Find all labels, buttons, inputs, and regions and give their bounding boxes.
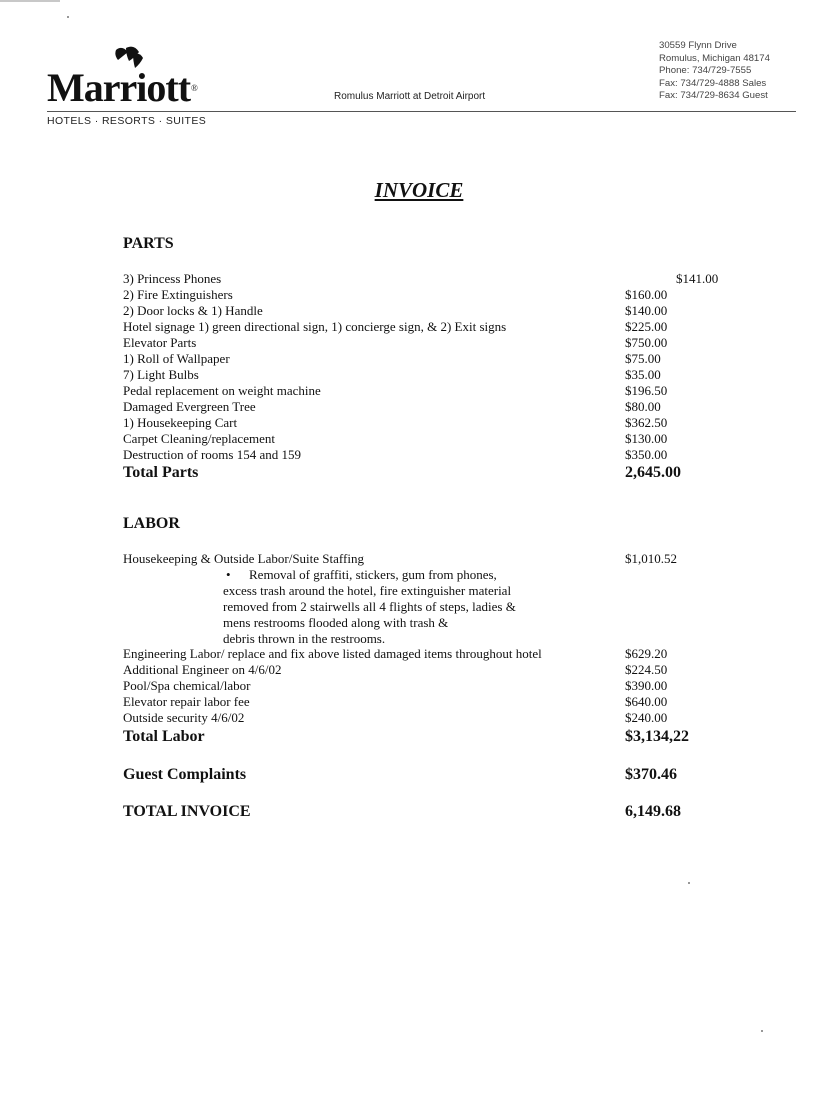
labor-notes xyxy=(223,567,516,647)
item-amount: $35.00 xyxy=(625,367,661,382)
note-line: excess trash around the hotel, fire extinguisher material xyxy=(223,583,512,598)
item-description: Additional Engineer on 4/6/02 xyxy=(123,662,282,677)
property-name: Romulus Marriott at Detroit Airport xyxy=(334,91,486,102)
invoice-title: INVOICE xyxy=(374,178,464,202)
address-line: 30559 Flynn Drive xyxy=(659,40,737,51)
address-line: Fax: 734/729-4888 Sales xyxy=(659,77,767,89)
total-amount: $3,134,22 xyxy=(625,728,689,745)
item-description: Elevator repair labor fee xyxy=(123,694,250,709)
item-amount: $240.00 xyxy=(625,710,668,725)
scan-edge-mark xyxy=(0,0,60,2)
item-amount: $80.00 xyxy=(625,399,661,414)
item-amount: $350.00 xyxy=(625,447,668,462)
item-description: 7) Light Bulbs xyxy=(123,367,199,382)
item-description: Outside security 4/6/02 xyxy=(123,710,245,725)
registered-mark: ® xyxy=(191,83,197,93)
total-label: Total Parts xyxy=(123,464,199,481)
item-description: Carpet Cleaning/replacement xyxy=(123,431,275,446)
item-description: 3) Princess Phones xyxy=(123,271,222,286)
item-amount: $140.00 xyxy=(625,303,668,318)
item-amount: $640.00 xyxy=(625,694,668,709)
guest-complaints-amount: $370.46 xyxy=(625,766,677,783)
total-invoice-amount: 6,149.68 xyxy=(625,803,681,820)
item-amount: $160.00 xyxy=(625,287,668,302)
labor-heading: LABOR xyxy=(123,515,180,532)
brand-name: Marriott xyxy=(47,65,191,110)
scan-speck xyxy=(688,882,690,884)
address-line: Fax: 734/729-8634 Guest xyxy=(659,90,768,102)
address-line: Romulus, Michigan 48174 xyxy=(659,52,770,64)
brand-tagline: HOTELS · RESORTS · SUITES xyxy=(47,115,207,127)
address-block xyxy=(659,40,770,103)
item-description: Destruction of rooms 154 and 159 xyxy=(123,447,302,462)
item-amount: $629.20 xyxy=(625,646,668,661)
item-description: Pedal replacement on weight machine xyxy=(123,383,321,398)
item-description: 1) Housekeeping Cart xyxy=(123,415,238,430)
total-label: Total Labor xyxy=(123,728,205,745)
note-line: Removal of graffiti, stickers, gum from phones, xyxy=(249,567,497,582)
marriott-logo xyxy=(47,65,197,110)
address-line: Phone: 734/729-7555 xyxy=(659,65,752,77)
item-description: Damaged Evergreen Tree xyxy=(123,399,256,414)
item-amount: $1,010.52 xyxy=(625,551,677,566)
item-amount: $224.50 xyxy=(625,662,668,677)
guest-complaints-label: Guest Complaints xyxy=(123,766,247,783)
total-amount: 2,645.00 xyxy=(625,464,681,481)
item-description: Elevator Parts xyxy=(123,335,197,350)
item-amount: $130.00 xyxy=(625,431,668,446)
item-amount: $225.00 xyxy=(625,319,668,334)
scan-speck xyxy=(67,16,69,18)
item-amount: $390.00 xyxy=(625,678,668,693)
item-description: 2) Fire Extinguishers xyxy=(123,287,233,302)
item-amount: $196.50 xyxy=(625,383,668,398)
item-amount: $750.00 xyxy=(625,335,668,350)
item-description: Hotel signage 1) green directional sign, 1) concierge sign, & 2) Exit signs xyxy=(123,319,507,334)
item-description: Housekeeping & Outside Labor/Suite Staffing xyxy=(123,551,364,566)
item-description: Engineering Labor/ replace and fix above listed damaged items throughout hotel xyxy=(123,646,542,661)
item-amount: $141.00 xyxy=(676,271,719,286)
note-line: debris thrown in the restrooms. xyxy=(223,631,386,646)
item-description: 2) Door locks & 1) Handle xyxy=(123,303,263,318)
item-amount: $362.50 xyxy=(625,415,668,430)
note-line: removed from 2 stairwells all 4 flights of steps, ladies & xyxy=(223,599,516,614)
item-amount: $75.00 xyxy=(625,351,661,366)
parts-heading: PARTS xyxy=(123,235,174,252)
bullet-icon: • xyxy=(226,567,231,582)
total-invoice-label: TOTAL INVOICE xyxy=(123,803,251,820)
item-description: Pool/Spa chemical/labor xyxy=(123,678,251,693)
letterhead-divider xyxy=(47,111,796,112)
scan-speck xyxy=(761,1030,763,1032)
note-line: mens restrooms flooded along with trash & xyxy=(223,615,449,630)
item-description: 1) Roll of Wallpaper xyxy=(123,351,230,366)
